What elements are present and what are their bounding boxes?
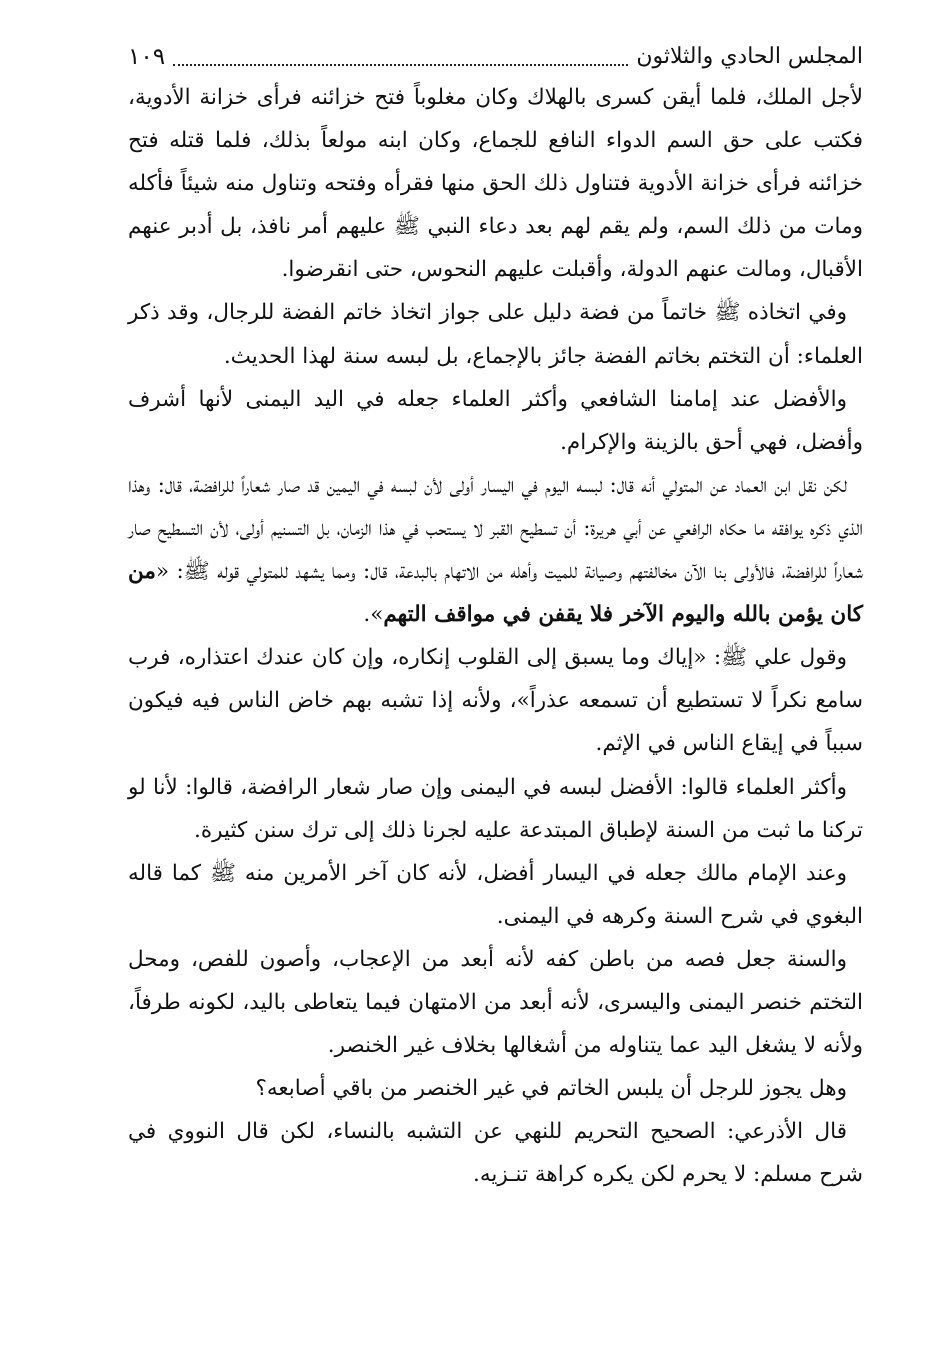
paragraph-1	[128, 76, 863, 291]
paragraph-text: لأجل الملك، فلما أيقن كسرى بالهلاك وكان مغلوباً فتح خزائنه فرأى خزانة الأدوية، فكتب على حق السم الدواء النافع للجماع، وكان ابنه مولعاً بذلك، فلما قتله فتح خزائنه فرأى خزانة الأدوية فتناول ذلك الحق منها فقرأه وفتحه وتناول منه شيئاً فأكله ومات من ذلك السم، ولم يقم لهم بعد دعاء النبي ﷺ عليهم أمر نافذ، بل أدبر عنهم الأقبال، ومالت عنهم الدولة، وأقبلت عليهم النحوس، حتى انقرضوا.	[128, 85, 863, 283]
page-header	[128, 40, 863, 74]
header-leader-dots	[173, 64, 628, 66]
paragraph-3	[128, 378, 863, 464]
paragraph-6	[128, 766, 863, 852]
paragraph-text: وقول علي ﷺ: «إياك وما يسبق إلى القلوب إنكاره، وإن كان عندك اعتذاره، فرب سامع نكراً لا تستطيع أن تسمعه عذراً»، ولأنه إذا تشبه بهم خاض الناس فيه فيكون سبباً في إيقاع الناس في الإثم.	[128, 645, 863, 757]
paragraph-text-end: ».	[363, 602, 384, 628]
paragraph-5	[128, 636, 863, 765]
paragraph-4	[128, 464, 863, 636]
paragraph-text: وهل يجوز للرجل أن يلبس الخاتم في غير الخنصر من باقي أصابعه؟	[255, 1076, 847, 1102]
chapter-title: المجلس الحادي والثلاثون	[636, 44, 863, 69]
page-number: ١٠٩	[128, 44, 166, 70]
paragraph-text: لكن نقل ابن العماد عن المتولي أنه قال: لبسه اليوم في اليسار أولى لأن لبسه في اليمين قد صار شعاراً للرافضة، قال: وهذا الذي ذكره يوافقه ما حكاه الرافعي عن أبي هريرة: أن تسطيح القبر لا يستحب في هذا الزمان، بل التسنيم أولى، لأن التسطيح صار شعاراً للرافضة، فالأولى بنا الآن مخالفتهم وصيانة للميت وأهله من الاتهام بالبدعة، قال: ومما يشهد للمتولي قوله ﷺ: «	[128, 472, 863, 585]
paragraph-10	[128, 1110, 863, 1196]
document-page	[128, 40, 863, 1196]
paragraph-text: والسنة جعل فصه من باطن كفه لأنه أبعد من الإعجاب، وأصون للفص، ومحل التختم خنصر اليمنى واليسرى، لأنه أبعد من الامتهان فيما يتعاطى باليد، لكونه طرفاً، ولأنه لا يشغل اليد عما يتناوله من أشغالها بخلاف غير الخنصر.	[128, 946, 863, 1059]
paragraph-text: قال الأذرعي: الصحيح التحريم للنهي عن التشبه بالنساء، لكن قال النووي في شرح مسلم: لا يحرم لكن يكره كراهة تنـزيه.	[128, 1119, 863, 1188]
paragraph-text: والأفضل عند إمامنا الشافعي وأكثر العلماء جعله في اليد اليمنى لأنها أشرف وأفضل، فهي أحق بالزينة والإكرام.	[128, 386, 863, 455]
paragraph-8	[128, 938, 863, 1067]
paragraph-2	[128, 291, 863, 377]
paragraph-text: وفي اتخاذه ﷺ خاتماً من فضة دليل على جواز اتخاذ خاتم الفضة للرجال، وقد ذكر العلماء: أن التختم بخاتم الفضة جائز بالإجماع، بل لبسه سنة لهذا الحديث.	[128, 300, 863, 369]
hadith-quote-bold: من كان يؤمن بالله واليوم الآخر فلا يقفن في مواقف التهم	[128, 559, 863, 628]
paragraph-text: وأكثر العلماء قالوا: الأفضل لبسه في اليمنى وإن صار شعار الرافضة، قالوا: لأنا لو تركنا ما ثبت من السنة لإطباق المبتدعة عليه لجرنا ذلك إلى ترك سنن كثيرة.	[128, 774, 863, 843]
paragraph-7	[128, 852, 863, 938]
body-text	[128, 76, 863, 1196]
paragraph-text: وعند الإمام مالك جعله في اليسار أفضل، لأنه كان آخر الأمرين منه ﷺ كما قاله البغوي في شرح السنة وكرهه في اليمنى.	[128, 860, 863, 929]
paragraph-9	[128, 1067, 863, 1110]
